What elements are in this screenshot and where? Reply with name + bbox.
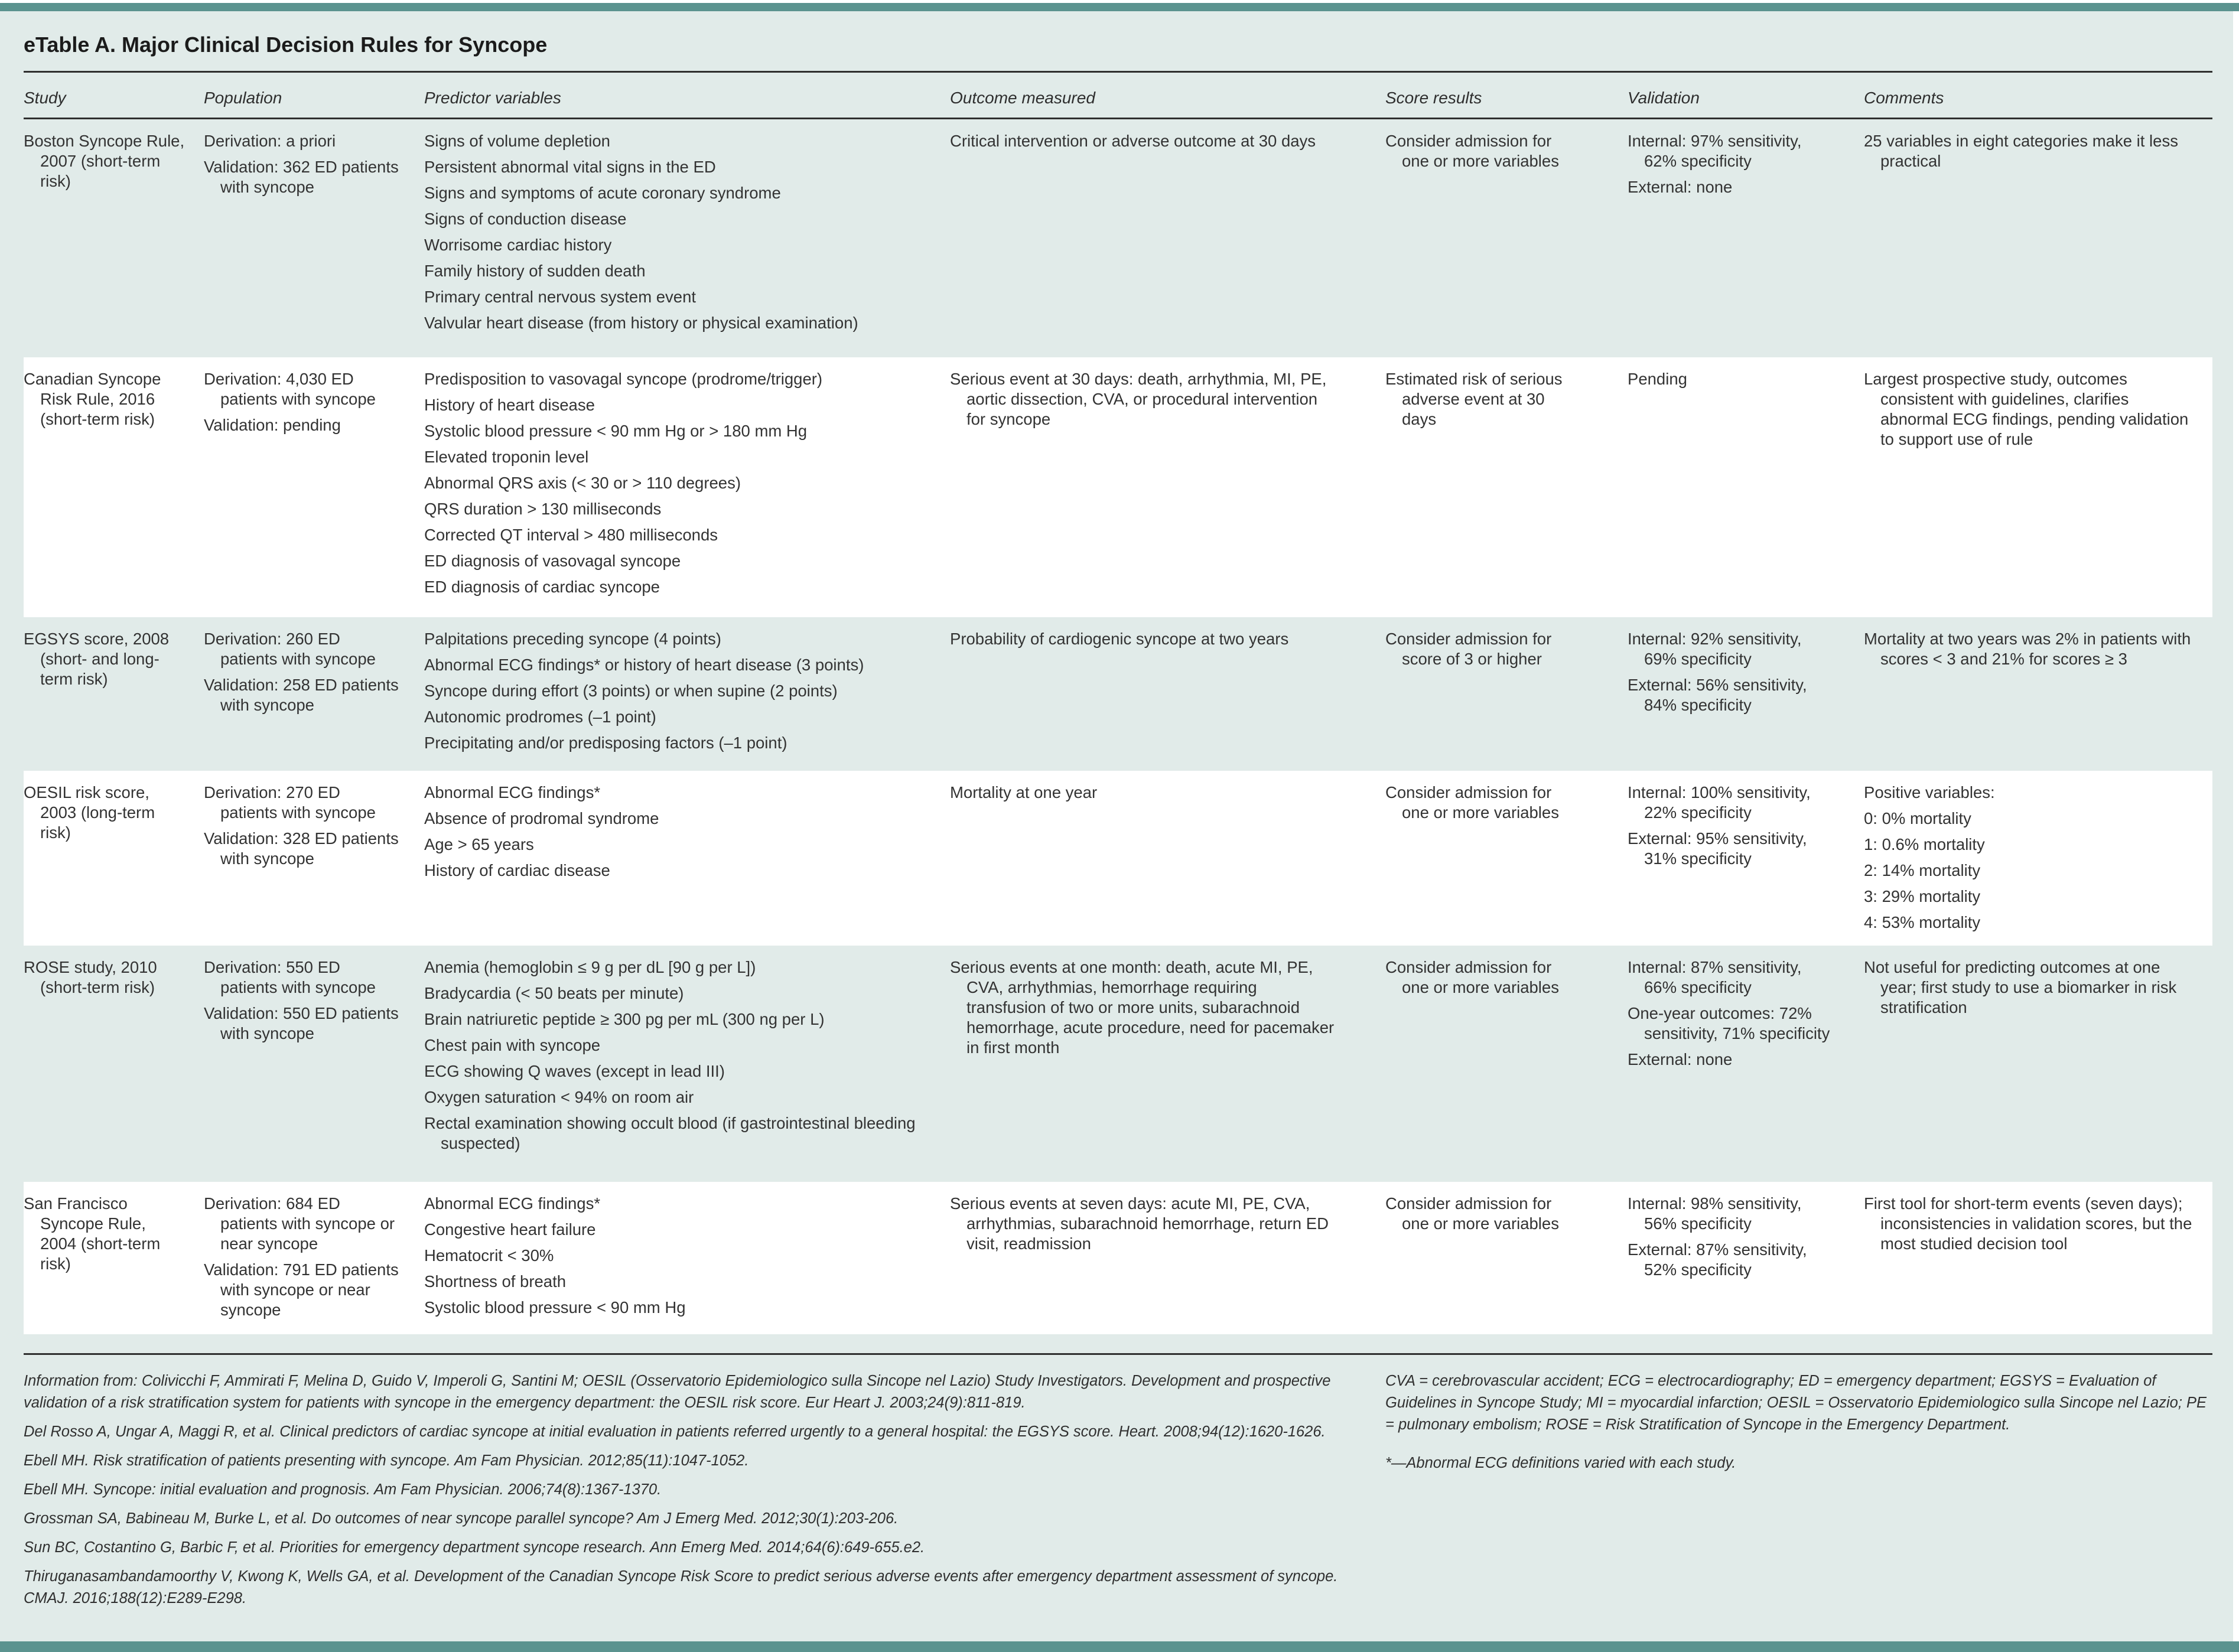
cell-population (204, 369, 424, 610)
predictor-item: Systolic blood pressure < 90 mm Hg (424, 1298, 686, 1317)
validation-line: Internal: 97% sensitivity, 62% specificity (1628, 132, 1802, 170)
asterisk-footnote: *—Abnormal ECG definitions varied with each study. (1385, 1455, 1736, 1471)
column-header-outcome: Outcome measured (950, 89, 1095, 107)
predictor-item: Predisposition to vasovagal syncope (prodrome/trigger) (424, 370, 823, 388)
study-name: OESIL risk score, 2003 (long-term risk) (24, 783, 155, 842)
outcome-text: Probability of cardiogenic syncope at two years (950, 630, 1289, 648)
predictor-item: Elevated troponin level (424, 448, 589, 466)
predictor-item: Rectal examination showing occult blood (if gastrointestinal bleeding suspected) (424, 1114, 916, 1152)
table-row-boston (24, 119, 2212, 357)
predictor-item: Oxygen saturation < 94% on room air (424, 1088, 694, 1106)
population-line: Validation: 258 ED patients with syncope (204, 676, 399, 714)
validation-line: Pending (1628, 370, 1687, 388)
cell-outcome (950, 629, 1385, 764)
outcome-text: Serious events at seven days: acute MI, PE, CVA, arrhythmias, subarachnoid hemorrhage, return ED visit, readmission (950, 1194, 1329, 1253)
cell-predictors (424, 629, 950, 764)
validation-line: External: none (1628, 1050, 1733, 1068)
cell-study (24, 783, 204, 939)
predictor-item: Palpitations preceding syncope (4 points) (424, 630, 721, 648)
cell-predictors (424, 131, 950, 350)
table-header-row (24, 73, 2212, 118)
top-accent-bar (0, 3, 2239, 11)
predictor-item: Absence of prodromal syndrome (424, 809, 659, 827)
cell-score (1385, 629, 1628, 764)
predictor-item: History of cardiac disease (424, 861, 610, 879)
predictor-item: Autonomic prodromes (–1 point) (424, 708, 656, 726)
column-header-population: Population (204, 89, 282, 107)
validation-line: External: 87% sensitivity, 52% specificity (1628, 1240, 1807, 1279)
footer-references (24, 1370, 1359, 1617)
predictor-item: Syncope during effort (3 points) or when supine (2 points) (424, 682, 838, 700)
reference: Ebell MH. Risk stratification of patients presenting with syncope. Am Fam Physician. 2012;85(11):1047-1052. (24, 1452, 749, 1469)
population-line: Derivation: 270 ED patients with syncope (204, 783, 376, 822)
predictor-item: Chest pain with syncope (424, 1036, 601, 1054)
score-text: Consider admission for one or more variables (1385, 783, 1559, 822)
table-row-rose (24, 946, 2212, 1182)
predictor-item: ED diagnosis of vasovagal syncope (424, 552, 681, 570)
cell-validation (1628, 629, 1864, 764)
predictor-item: QRS duration > 130 milliseconds (424, 500, 662, 518)
outcome-text: Serious events at one month: death, acute MI, PE, CVA, arrhythmias, hemorrhage requiring transfusion of two or more units, subarachnoid hemorrhage, acute procedure, need for pacemaker in first month (950, 958, 1335, 1057)
column-header-study: Study (24, 89, 66, 107)
validation-line: Internal: 92% sensitivity, 69% specificity (1628, 630, 1802, 668)
predictor-item: ED diagnosis of cardiac syncope (424, 578, 660, 596)
predictor-item: Brain natriuretic peptide ≥ 300 pg per mL (300 ng per L) (424, 1010, 825, 1028)
cell-outcome (950, 957, 1385, 1175)
validation-line: Internal: 100% sensitivity, 22% specificity (1628, 783, 1811, 822)
population-line: Derivation: 550 ED patients with syncope (204, 958, 376, 996)
population-line: Derivation: 260 ED patients with syncope (204, 630, 376, 668)
score-text: Consider admission for one or more variables (1385, 1194, 1559, 1233)
comment-line: 0: 0% mortality (1864, 809, 1971, 827)
column-header-validation: Validation (1628, 89, 1700, 107)
outcome-text: Serious event at 30 days: death, arrhythmia, MI, PE, aortic dissection, CVA, or procedural intervention for syncope (950, 370, 1327, 428)
predictor-item: Abnormal ECG findings* (424, 1194, 601, 1213)
comment-line: Not useful for predicting outcomes at one year; first study to use a biomarker in risk stratification (1864, 958, 2177, 1016)
predictor-item: Family history of sudden death (424, 262, 646, 280)
cell-comments (1864, 369, 2212, 610)
population-line: Derivation: 4,030 ED patients with syncope (204, 370, 376, 408)
cell-comments (1864, 131, 2212, 350)
cell-study (24, 957, 204, 1175)
cell-score (1385, 1194, 1628, 1327)
outcome-text: Mortality at one year (950, 783, 1098, 801)
page-title: eTable A. Major Clinical Decision Rules for Syncope (24, 32, 548, 57)
cell-study (24, 1194, 204, 1327)
cell-predictors (424, 1194, 950, 1327)
column-header-score: Score results (1385, 89, 1482, 107)
study-name: EGSYS score, 2008 (short- and long-term risk) (24, 630, 170, 688)
predictor-item: Abnormal QRS axis (< 30 or > 110 degrees) (424, 474, 741, 492)
predictor-item: Abnormal ECG findings* or history of heart disease (3 points) (424, 656, 864, 674)
table-row-san-francisco (24, 1182, 2212, 1334)
predictor-item: Precipitating and/or predisposing factors (–1 point) (424, 734, 787, 752)
predictor-item: Persistent abnormal vital signs in the ED (424, 158, 716, 176)
score-text: Estimated risk of serious adverse event at 30 days (1385, 370, 1563, 428)
score-text: Consider admission for one or more variables (1385, 132, 1559, 170)
predictor-item: Congestive heart failure (424, 1220, 596, 1239)
footer-abbreviations-block (1385, 1370, 2212, 1617)
table-row-canadian (24, 357, 2212, 617)
cell-population (204, 957, 424, 1175)
reference: Sun BC, Costantino G, Barbic F, et al. Priorities for emergency department syncope research. Ann Emerg Med. 2014;64(6):649-655.e2. (24, 1539, 925, 1556)
predictor-item: Bradycardia (< 50 beats per minute) (424, 984, 684, 1002)
cell-comments (1864, 957, 2212, 1175)
validation-line: Internal: 87% sensitivity, 66% specificity (1628, 958, 1802, 996)
population-line: Validation: pending (204, 416, 341, 434)
cell-population (204, 1194, 424, 1327)
study-name: San Francisco Syncope Rule, 2004 (short-term risk) (24, 1194, 161, 1273)
cell-score (1385, 783, 1628, 939)
population-line: Validation: 362 ED patients with syncope (204, 158, 399, 196)
population-line: Derivation: a priori (204, 132, 336, 150)
cell-outcome (950, 783, 1385, 939)
comment-line: First tool for short-term events (seven days); inconsistencies in validation scores, but the most studied decision tool (1864, 1194, 2192, 1253)
validation-line: External: 56% sensitivity, 84% specificity (1628, 676, 1807, 714)
bottom-accent-bar (0, 1641, 2239, 1652)
cell-study (24, 629, 204, 764)
predictor-item: Signs of volume depletion (424, 132, 610, 150)
reference: Ebell MH. Syncope: initial evaluation and prognosis. Am Fam Physician. 2006;74(8):1367-1370. (24, 1481, 662, 1498)
cell-population (204, 629, 424, 764)
comment-line: 25 variables in eight categories make it less practical (1864, 132, 2178, 170)
predictor-item: Signs of conduction disease (424, 210, 627, 228)
cell-validation (1628, 957, 1864, 1175)
cell-comments (1864, 1194, 2212, 1327)
cell-population (204, 131, 424, 350)
cell-validation (1628, 131, 1864, 350)
abbreviations-text: CVA = cerebrovascular accident; ECG = electrocardiography; ED = emergency department; EGSYS = Evaluation of Guidelines in Syncope Study; MI = myocardial infarction; OESIL = Osservatorio Epidemiologico sulla Sincope nel Lazio; PE = pulmonary embolism; ROSE = Risk Stratification of Syncope in the Emergency Department. (1385, 1373, 2207, 1433)
cell-outcome (950, 131, 1385, 350)
predictor-item: Abnormal ECG findings* (424, 783, 601, 801)
cell-outcome (950, 369, 1385, 610)
reference: Grossman SA, Babineau M, Burke L, et al. Do outcomes of near syncope parallel syncope? Am J Emerg Med. 2012;30(1):203-206. (24, 1510, 899, 1527)
table-footer (0, 1334, 2233, 1641)
predictor-item: ECG showing Q waves (except in lead III) (424, 1062, 725, 1080)
column-header-predictors: Predictor variables (424, 89, 561, 107)
study-name: ROSE study, 2010 (short-term risk) (24, 958, 157, 996)
cell-score (1385, 957, 1628, 1175)
cell-score (1385, 369, 1628, 610)
cell-predictors (424, 957, 950, 1175)
comment-line: 2: 14% mortality (1864, 861, 1981, 879)
comment-line: Positive variables: (1864, 783, 1995, 801)
predictor-item: Systolic blood pressure < 90 mm Hg or > 180 mm Hg (424, 422, 808, 440)
population-line: Validation: 550 ED patients with syncope (204, 1004, 399, 1042)
validation-line: External: 95% sensitivity, 31% specificity (1628, 829, 1807, 868)
validation-line: One-year outcomes: 72% sensitivity, 71% specificity (1628, 1004, 1830, 1042)
predictor-item: Valvular heart disease (from history or physical examination) (424, 314, 858, 332)
predictor-item: Shortness of breath (424, 1272, 567, 1291)
predictor-item: Hematocrit < 30% (424, 1246, 554, 1265)
comment-line: 3: 29% mortality (1864, 887, 1981, 905)
study-name: Boston Syncope Rule, 2007 (short-term risk) (24, 132, 185, 190)
cell-validation (1628, 1194, 1864, 1327)
cell-predictors (424, 783, 950, 939)
cell-outcome (950, 1194, 1385, 1327)
predictor-item: Signs and symptoms of acute coronary syndrome (424, 184, 781, 202)
predictor-item: Corrected QT interval > 480 milliseconds (424, 526, 718, 544)
cell-predictors (424, 369, 950, 610)
cell-population (204, 783, 424, 939)
cell-study (24, 369, 204, 610)
validation-line: External: none (1628, 178, 1733, 196)
population-line: Derivation: 684 ED patients with syncope or near syncope (204, 1194, 395, 1253)
outcome-text: Critical intervention or adverse outcome at 30 days (950, 132, 1316, 150)
cell-score (1385, 131, 1628, 350)
cell-comments (1864, 783, 2212, 939)
population-line: Validation: 791 ED patients with syncope or near syncope (204, 1260, 399, 1319)
predictor-item: Anemia (hemoglobin ≤ 9 g per dL [90 g per L]) (424, 958, 756, 976)
reference: Del Rosso A, Ungar A, Maggi R, et al. Clinical predictors of cardiac syncope at initial evaluation in patients referred urgently to a general hospital: the EGSYS score. Heart. 2008;94(12):1620-1626. (24, 1423, 1326, 1440)
comment-line: 4: 53% mortality (1864, 913, 1981, 931)
cell-validation (1628, 369, 1864, 610)
predictor-item: Primary central nervous system event (424, 288, 697, 306)
study-name: Canadian Syncope Risk Rule, 2016 (short-term risk) (24, 370, 161, 428)
score-text: Consider admission for score of 3 or higher (1385, 630, 1552, 668)
table-row-egsys (24, 617, 2212, 771)
predictor-item: Age > 65 years (424, 835, 534, 853)
etable-page (0, 11, 2233, 1641)
score-text: Consider admission for one or more variables (1385, 958, 1559, 996)
validation-line: Internal: 98% sensitivity, 56% specificity (1628, 1194, 1802, 1233)
reference: Information from: Colivicchi F, Ammirati F, Melina D, Guido V, Imperoli G, Santini M; OESIL (Osservatorio Epidemiologico sulla Sincope nel Lazio) Study Investigators. Development and prospective validation of a risk stratification system for patients with syncope in the emergency department: the OESIL risk score. Eur Heart J. 2003;24(9):811-819. (24, 1373, 1331, 1411)
population-line: Validation: 328 ED patients with syncope (204, 829, 399, 868)
table-row-oesil (24, 771, 2212, 946)
cell-validation (1628, 783, 1864, 939)
comment-line: Largest prospective study, outcomes consistent with guidelines, clarifies abnormal ECG findings, pending validation to support use of rule (1864, 370, 2189, 448)
comment-line: 1: 0.6% mortality (1864, 835, 1985, 853)
column-header-comments: Comments (1864, 89, 1944, 107)
reference: Thiruganasambandamoorthy V, Kwong K, Wells GA, et al. Development of the Canadian Syncope Risk Score to predict serious adverse events after emergency department assessment of syncope. CMAJ. 2016;188(12):E289-E298. (24, 1568, 1338, 1607)
predictor-item: History of heart disease (424, 396, 595, 414)
cell-study (24, 131, 204, 350)
predictor-item: Worrisome cardiac history (424, 236, 612, 254)
table-body (24, 119, 2212, 1334)
comment-line: Mortality at two years was 2% in patients with scores < 3 and 21% for scores ≥ 3 (1864, 630, 2191, 668)
cell-comments (1864, 629, 2212, 764)
